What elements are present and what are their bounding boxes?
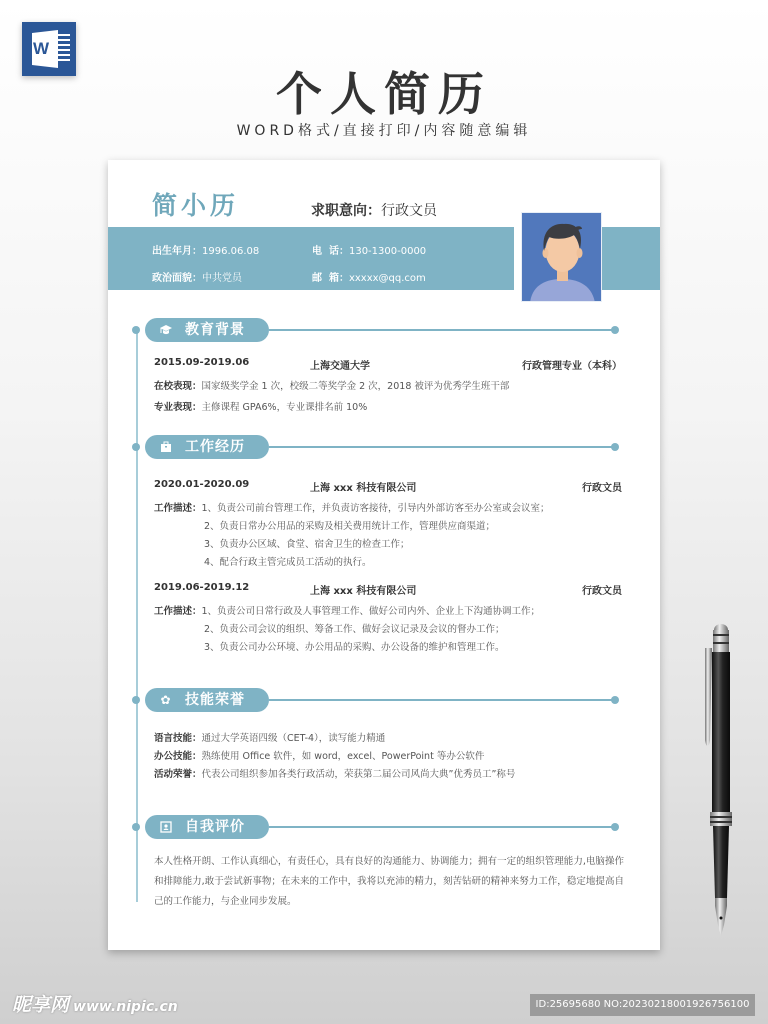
skill-line	[154, 730, 385, 744]
section-title-pill	[145, 435, 269, 459]
job-row	[154, 582, 622, 597]
skill-text: 代表公司组织参加各类行政活动，荣获第二届公司风尚大典”优秀员工”称号	[201, 769, 516, 780]
watermark-id: ID:25695680 NO:20230218001926756100	[530, 994, 755, 1016]
politics-info	[152, 269, 242, 284]
education-major: 行政管理专业（本科）	[522, 361, 622, 372]
job-intent	[311, 200, 437, 220]
section-end-dot	[611, 443, 619, 451]
job-period: 2019.06-2019.12	[154, 582, 250, 593]
watermark-logo-url: www.nipic.cn	[73, 999, 178, 1015]
job-desc-item: 1、负责公司前台管理工作，并负责访客接待，引导内外部访客至办公室或会议室；	[201, 503, 550, 514]
job-position: 行政文员	[582, 483, 622, 494]
birth-info	[152, 242, 259, 257]
section-title-pill	[145, 815, 269, 839]
job-company: 上海 xxx 科技有限公司	[310, 586, 417, 597]
section-end-dot	[611, 696, 619, 704]
skill-label: 活动荣誉：	[154, 769, 202, 780]
education-row	[154, 357, 622, 372]
job-desc-item: 3、负责办公区域、食堂、宿舍卫生的检查工作；	[204, 539, 410, 550]
section-header-self	[132, 815, 622, 839]
skill-text: 熟练使用 Office 软件，如 word，excel、PowerPoint 等办公软件	[201, 751, 485, 762]
timeline-dot	[132, 443, 140, 451]
job-intent-value: 行政文员	[381, 203, 437, 219]
email-info	[312, 269, 426, 284]
job-intent-label: 求职意向：	[311, 203, 381, 219]
section-end-dot	[611, 326, 619, 334]
job-company: 上海 xxx 科技有限公司	[310, 483, 417, 494]
section-title-pill	[145, 688, 269, 712]
section-title: 技能荣誉	[185, 692, 245, 708]
job-desc-item: 3、负责公司办公环境、办公用品的采购、办公设备的维护和管理工作。	[204, 642, 505, 653]
section-header-skills	[132, 688, 622, 712]
section-header-education	[132, 318, 622, 342]
politics-label: 政治面貌：	[152, 273, 202, 284]
page-title: 个人简历	[276, 67, 492, 121]
skill-line	[154, 766, 515, 780]
section-end-dot	[611, 823, 619, 831]
watermark-logo	[12, 990, 178, 1017]
job-period: 2020.01-2020.09	[154, 479, 250, 490]
email-label: 邮 箱：	[312, 273, 349, 284]
self-evaluation-text: 本人性格开朗、工作认真细心，有责任心，具有良好的沟通能力、协调能力；拥有一定的组织管理能力,电脑操作和排障能力,敢于尝试新事物；在未来的工作中，我将以充沛的精力，刻苦钻研的精神来努力工作，稳定地提高自己的工作能力，与企业同步发展。	[154, 856, 624, 907]
section-title: 工作经历	[185, 439, 245, 455]
page-subtitle: WORD格式/直接打印/内容随意编辑	[236, 123, 532, 139]
resume-name: 简小历	[152, 191, 240, 220]
job-desc-item: 2、负责日常办公用品的采购及相关费用统计工作，管理供应商渠道；	[204, 521, 496, 532]
email-value: xxxxx@qq.com	[348, 273, 426, 284]
job-desc-item: 2、负责公司会议的组织、筹备工作、做好会议记录及会议的督办工作；	[204, 624, 505, 635]
section-header-work	[132, 435, 622, 459]
section-divider	[269, 699, 613, 701]
section-title: 自我评价	[185, 819, 245, 835]
skill-label: 语言技能：	[154, 733, 202, 744]
detail-text: 国家级奖学金 1 次，校级二等奖学金 2 次，2018 被评为优秀学生班干部	[201, 381, 510, 392]
politics-value: 中共党员	[202, 273, 242, 284]
watermark-logo-cn: 昵享网	[12, 994, 70, 1016]
timeline-dot	[132, 326, 140, 334]
contact-card-icon	[159, 820, 173, 834]
detail-label: 专业表现：	[154, 402, 202, 413]
skill-label: 办公技能：	[154, 751, 202, 762]
job-row	[154, 479, 622, 494]
job-desc-line	[154, 500, 550, 514]
job-desc-label: 工作描述：	[154, 606, 202, 617]
birth-label: 出生年月：	[152, 246, 202, 257]
job-position: 行政文员	[582, 586, 622, 597]
gear-icon: ✿	[160, 693, 172, 707]
education-school: 上海交通大学	[310, 361, 370, 372]
word-icon-letter: W	[33, 39, 50, 58]
skill-text: 通过大学英语四级（CET-4），读写能力精通	[201, 733, 386, 744]
birth-value: 1996.06.08	[202, 246, 260, 257]
skill-line	[154, 748, 484, 762]
job-desc-item: 1、负责公司日常行政及人事管理工作、做好公司内外、企业上下沟通协调工作；	[201, 606, 541, 617]
education-period: 2015.09-2019.06	[154, 357, 250, 368]
job-desc-item: 4、配合行政主管完成员工活动的执行。	[204, 557, 372, 568]
phone-info	[312, 242, 426, 257]
avatar-male-icon	[521, 212, 602, 302]
section-divider	[269, 329, 613, 331]
education-detail	[154, 399, 367, 413]
phone-label: 电 话：	[312, 246, 349, 257]
detail-text: 主修课程 GPA6%，专业课排名前 10%	[201, 402, 368, 413]
job-desc-label: 工作描述：	[154, 503, 202, 514]
detail-label: 在校表现：	[154, 381, 202, 392]
graduation-cap-icon	[159, 323, 173, 337]
phone-value: 130-1300-0000	[348, 246, 427, 257]
section-title-pill	[145, 318, 269, 342]
section-title: 教育背景	[185, 322, 245, 338]
timeline-dot	[132, 823, 140, 831]
timeline-dot	[132, 696, 140, 704]
fountain-pen-image	[700, 620, 740, 940]
resume-sheet	[108, 160, 660, 950]
job-desc-line	[154, 603, 540, 617]
section-divider	[269, 446, 613, 448]
section-divider	[269, 826, 613, 828]
briefcase-icon	[159, 440, 173, 454]
education-detail	[154, 378, 509, 392]
